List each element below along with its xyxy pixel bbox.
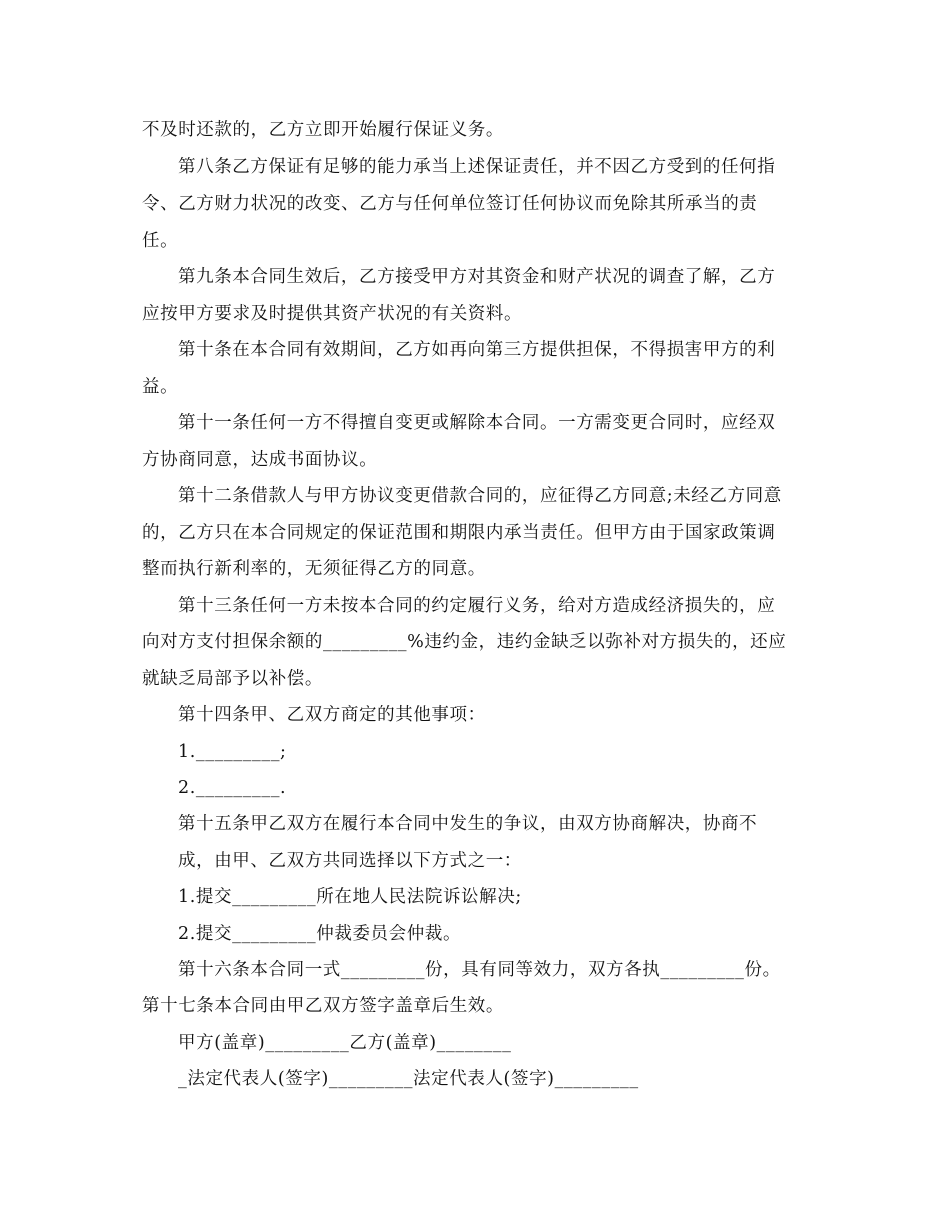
text-line: 第十一条任何一方不得擅自变更或解除本合同。一方需变更合同时，应经双 xyxy=(178,413,776,433)
text-line: 第十四条甲、乙双方商定的其他事项： xyxy=(178,705,486,725)
text-line: 任。 xyxy=(142,231,179,251)
text-line: 方协商同意，达成书面协议。 xyxy=(142,450,378,470)
text-line: 第九条本合同生效后，乙方接受甲方对其资金和财产状况的调查了解，乙方 xyxy=(178,267,776,287)
text-line: 第十条在本合同有效期间，乙方如再向第三方提供担保，不得损害甲方的利 xyxy=(178,340,776,360)
text-line: 令、乙方财力状况的改变、乙方与任何单位签订任何协议而免除其所承当的责 xyxy=(142,194,758,214)
text-line: 2.提交_________仲裁委员会仲裁。 xyxy=(178,924,462,944)
text-line: 整而执行新利率的，无须征得乙方的同意。 xyxy=(142,559,486,579)
text-line: 应按甲方要求及时提供其资产状况的有关资料。 xyxy=(142,304,523,324)
text-line: 成，由甲、乙双方共同选择以下方式之一： xyxy=(178,851,522,871)
text-line: 第八条乙方保证有足够的能力承当上述保证责任，并不因乙方受到的任何指 xyxy=(178,157,776,177)
text-line: 1.提交_________所在地人民法院诉讼解决; xyxy=(178,887,522,907)
text-line: 益。 xyxy=(142,377,179,397)
text-line: 第十七条本合同由甲乙双方签字盖章后生效。 xyxy=(142,996,504,1016)
text-line: 向对方支付担保余额的_________%违约金，违约金缺乏以弥补对方损失的，还应 xyxy=(142,632,787,652)
text-line: 第十五条甲乙双方在履行本合同中发生的争议，由双方协商解决，协商不 xyxy=(178,814,758,834)
text-line: 第十三条任何一方未按本合同的约定履行义务，给对方造成经济损失的，应 xyxy=(178,596,776,616)
text-line: 1._________; xyxy=(178,742,287,762)
text-line: 就缺乏局部予以补偿。 xyxy=(142,669,323,689)
text-line: 第十二条借款人与甲方协议变更借款合同的，应征得乙方同意;未经乙方同意 xyxy=(178,486,782,506)
text-line: 不及时还款的，乙方立即开始履行保证义务。 xyxy=(142,120,504,140)
text-line: 的，乙方只在本合同规定的保证范围和期限内承当责任。但甲方由于国家政策调 xyxy=(142,523,776,543)
text-line: _法定代表人(签字)_________法定代表人(签字)_________ xyxy=(178,1069,639,1089)
text-line: 甲方(盖章)_________乙方(盖章)________ xyxy=(178,1033,512,1053)
text-line: 2._________. xyxy=(178,778,287,798)
text-line: 第十六条本合同一式_________份，具有同等效力，双方各执_________份。 xyxy=(178,960,781,980)
